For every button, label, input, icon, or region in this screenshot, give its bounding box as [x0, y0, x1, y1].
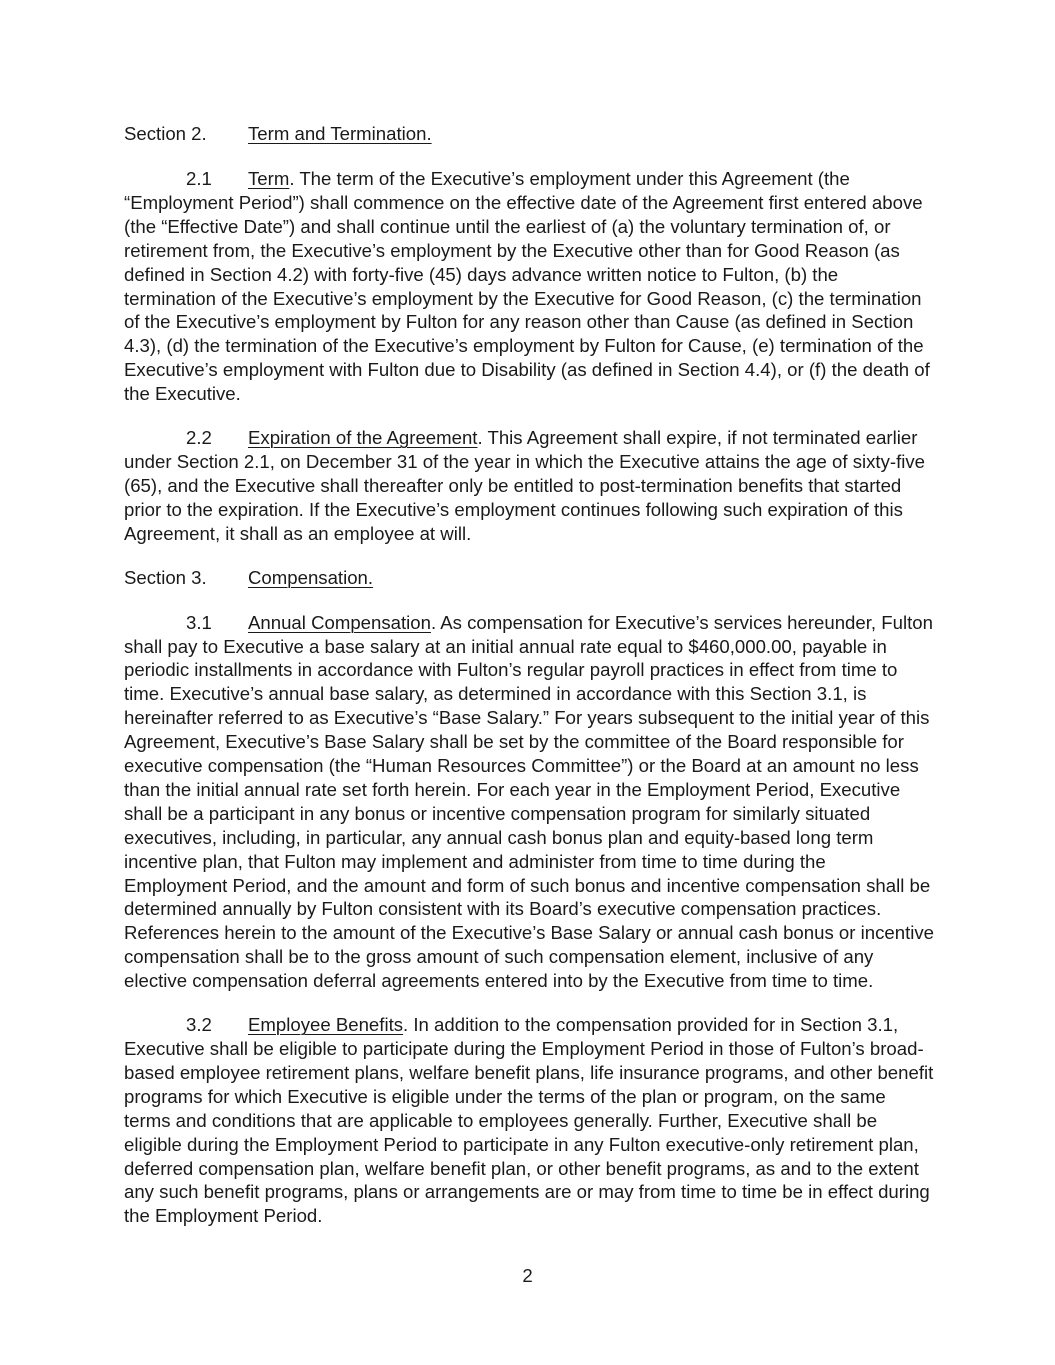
paragraph-2-1-heading: Term [248, 168, 290, 189]
paragraph-2-2-number: 2.2 [186, 427, 212, 449]
section-3-heading [124, 566, 934, 590]
section-3-title: Compensation. [248, 566, 374, 588]
page-number: 2 [522, 1265, 533, 1286]
section-2-title: Term and Termination. [248, 123, 432, 144]
paragraph-3-2 [124, 1013, 934, 1228]
paragraph-2-1-text: . The term of the Executive’s employment under this Agreement (the “Employment Period”) shall commence on the effective date of the Agreement first entered above (the “Effective Date”) and shall continue until the earliest of (a) the voluntary termination of, or retirement from, the Executive’s employment by the Executive other than for Good Reason (as defined in Section 4.2) with forty-five (45) days advance written notice to Fulton, (b) the termination of the Executive’s employment by the Executive for Good Reason, (c) the termination of the Executive’s employment by Fulton for any reason other than Cause (as defined in Section 4.3), (d) the termination of the Executive’s employment by Fulton for Cause, (e) termination of the Executive’s employment with Fulton due to Disability (as defined in Section 4.4), or (f) the death of the Executive. [124, 168, 930, 405]
document-page [124, 122, 934, 1228]
section-2-heading [124, 122, 934, 146]
paragraph-2-1-number: 2.1 [186, 168, 212, 189]
section-3-number: Section 3. [124, 566, 207, 588]
paragraph-2-1 [124, 167, 934, 406]
paragraph-3-1 [124, 611, 934, 994]
paragraph-2-2-text: . This Agreement shall expire, if not terminated earlier under Section 2.1, on December 31 of the year in which the Executive attains the age of sixty-five (65), and the Executive shall thereafter only be entitled to post-termination benefits that started prior to the expiration. If the Executive’s employment continues following such expiration of this Agreement, it shall as an employee at will. [124, 427, 926, 544]
paragraph-3-2-text: . In addition to the compensation provided for in Section 3.1, Executive shall be eligible to participate during the Employment Period in those of Fulton’s broad-based employee retirement plans, welfare benefit plans, life insurance programs, and other benefit programs for which Executive is eligible under the terms of the plan or program, on the same terms and conditions that are applicable to employees generally. Further, Executive shall be eligible during the Employment Period to participate in any Fulton executive-only retirement plan, deferred compensation plan, welfare benefit plan, or other benefit programs, as and to the extent any such benefit programs, plans or arrangements are or may from time to time be in effect during the Employment Period. [124, 1014, 934, 1227]
section-2-number: Section 2. [124, 123, 207, 144]
paragraph-2-2-heading: Expiration of the Agreement [248, 427, 478, 449]
paragraph-3-2-number: 3.2 [186, 1014, 212, 1036]
paragraph-3-1-text: . As compensation for Executive’s services hereunder, Fulton shall pay to Executive a base salary at an initial annual rate equal to $460,000.00, payable in periodic installments in accordance with Fulton’s regular payroll practices in effect from time to time. Executive’s annual base salary, as determined in accordance with this Section 3.1, is hereinafter referred to as Executive’s “Base Salary.” For years subsequent to the initial year of this Agreement, Executive’s Base Salary shall be set by the committee of the Board responsible for executive compensation (the “Human Resources Committee”) or the Board at an amount no less than the initial annual rate set forth herein. For each year in the Employment Period, Executive shall be a participant in any bonus or incentive compensation program for similarly situated executives, including, in particular, any annual cash bonus plan and equity-based long term incentive plan, that Fulton may implement and administer from time to time during the Employment Period, and the amount and form of such bonus and incentive compensation shall be determined annually by Fulton consistent with its Board’s executive compensation practices. References herein to the amount of the Executive’s Base Salary or annual cash bonus or incentive compensation shall be to the gross amount of such compensation element, inclusive of any elective compensation deferral agreements entered into by the Executive from time to time. [124, 611, 934, 992]
paragraph-3-2-heading: Employee Benefits [248, 1014, 404, 1036]
paragraph-3-1-heading: Annual Compensation [248, 611, 431, 633]
paragraph-2-2 [124, 426, 934, 546]
paragraph-3-1-number: 3.1 [186, 611, 212, 633]
